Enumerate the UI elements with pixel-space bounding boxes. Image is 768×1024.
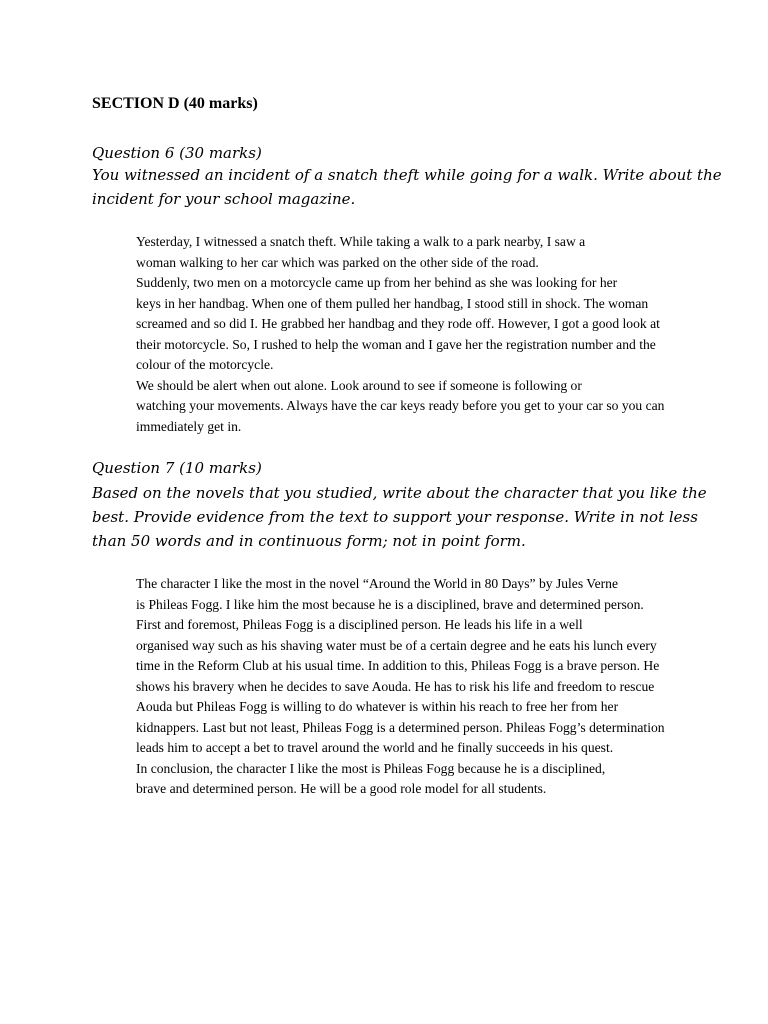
answer-paragraph [92, 232, 688, 273]
question-7-answer [92, 574, 688, 800]
question-6-prompt [92, 163, 722, 211]
prompt-line: You witnessed an incident of a snatch theft while going for a walk. Write about the [92, 166, 722, 184]
answer-line: kidnappers. Last but not least, Phileas Fogg is a determined person. Phileas Fogg’s determination [136, 719, 665, 735]
answer-paragraph [92, 273, 688, 376]
answer-line: We should be alert when out alone. Look around to see if someone is following or [136, 377, 582, 393]
prompt-line: Based on the novels that you studied, write about the character that you like the [92, 484, 707, 502]
answer-line: The character I like the most in the novel “Around the World in 80 Days” by Jules Verne [136, 576, 618, 591]
answer-line: In conclusion, the character I like the most is Phileas Fogg because he is a disciplined, [136, 760, 606, 776]
answer-line: Suddenly, two men on a motorcycle came up from her behind as she was looking for her [136, 275, 618, 290]
answer-line: First and foremost, Phileas Fogg is a disciplined person. He leads his life in a well [136, 617, 583, 632]
answer-line: keys in her handbag. When one of them pulled her handbag, I stood still in shock. The woman [136, 295, 649, 311]
answer-paragraph [92, 574, 688, 615]
question-7-prompt [92, 481, 707, 553]
answer-line: Aouda but Phileas Fogg is willing to do whatever is within his reach to free her from her [136, 699, 619, 714]
answer-line: shows his bravery when he decides to save Aouda. He has to risk his life and freedom to rescue [136, 678, 655, 694]
answer-line: Yesterday, I witnessed a snatch theft. While taking a walk to a park nearby, I saw a [136, 234, 586, 249]
answer-line: woman walking to her car which was parked on the other side of the road. [136, 254, 539, 270]
section-title: SECTION D (40 marks) [92, 95, 258, 112]
answer-line: brave and determined person. He will be a good role model for all students. [136, 781, 547, 796]
answer-paragraph [92, 615, 688, 759]
answer-line: their motorcycle. So, I rushed to help the woman and I gave her the registration number and the [136, 336, 656, 352]
answer-line: immediately get in. [136, 418, 242, 434]
answer-line: watching your movements. Always have the car keys ready before you get to your car so you can [136, 398, 665, 413]
question-6-heading: Question 6 (30 marks) [92, 144, 262, 162]
answer-line: is Phileas Fogg. I like him the most because he is a disciplined, brave and determined person. [136, 596, 644, 612]
prompt-line: incident for your school magazine. [92, 190, 356, 208]
answer-line: colour of the motorcycle. [136, 357, 274, 372]
prompt-line: than 50 words and in continuous form; not in point form. [92, 532, 526, 550]
answer-line: screamed and so did I. He grabbed her handbag and they rode off. However, I got a good look at [136, 316, 660, 331]
answer-line: organised way such as his shaving water must be of a certain degree and he eats his lunch every [136, 637, 657, 653]
prompt-line: best. Provide evidence from the text to support your response. Write in not less [92, 508, 698, 526]
answer-line: time in the Reform Club at his usual time. In addition to this, Phileas Fogg is a brave person. He [136, 658, 660, 673]
answer-paragraph [92, 376, 688, 438]
answer-paragraph [92, 759, 688, 800]
question-7-heading: Question 7 (10 marks) [92, 459, 262, 477]
answer-line: leads him to accept a bet to travel around the world and he finally succeeds in his quest. [136, 740, 614, 755]
question-6-answer [92, 232, 688, 437]
